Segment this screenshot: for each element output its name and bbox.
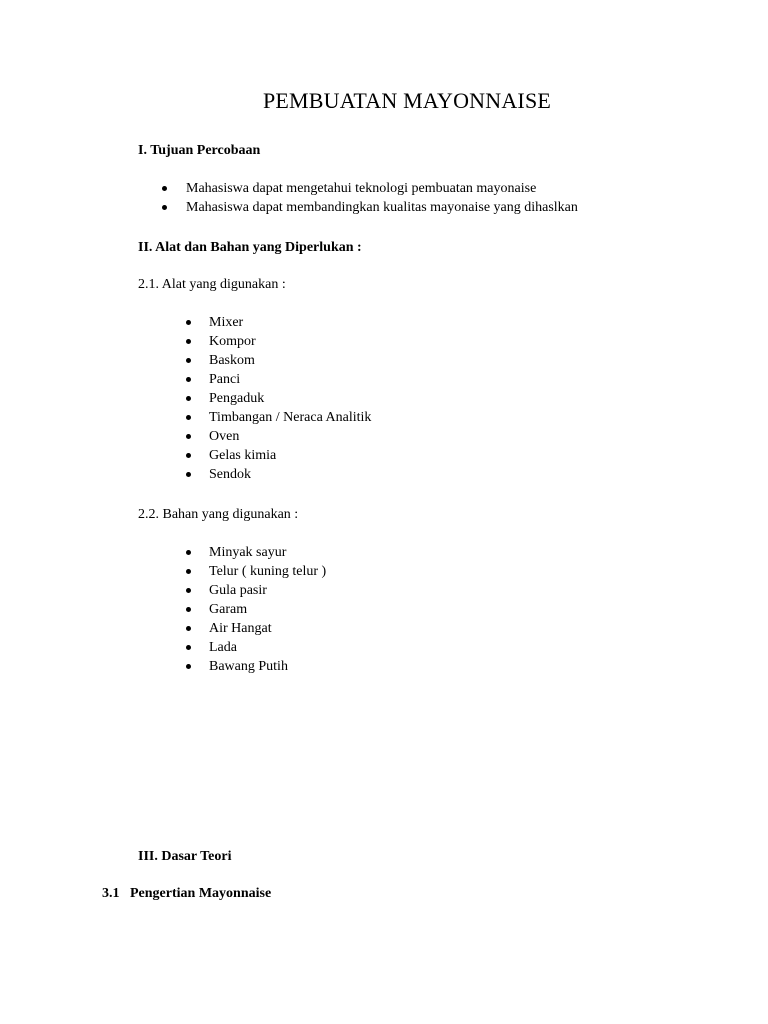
bullet-icon — [186, 569, 191, 574]
list-item-text: Sendok — [209, 467, 251, 482]
bullet-icon — [186, 415, 191, 420]
bullet-icon — [186, 664, 191, 669]
list-item-text: Garam — [209, 602, 248, 617]
document-title: PEMBUATAN MAYONNAISE — [262, 88, 552, 113]
bullet-icon — [186, 453, 191, 458]
list-item-text: Mahasiswa dapat mengetahui teknologi pembuatan mayonaise — [186, 181, 537, 196]
list-item-text: Kompor — [209, 334, 256, 349]
list-item-text: Gelas kimia — [209, 448, 277, 463]
bullet-icon — [186, 550, 191, 555]
list-item-text: Bawang Putih — [209, 659, 288, 674]
bullet-icon — [186, 472, 191, 477]
list-item-text: Oven — [209, 429, 240, 444]
list-item-text: Gula pasir — [209, 583, 267, 598]
section-heading-dasar-teori: III. Dasar Teori — [138, 849, 232, 864]
list-item-text: Panci — [209, 372, 241, 387]
bullet-icon — [186, 645, 191, 650]
list-item-text: Lada — [209, 640, 237, 655]
list-item-text: Minyak sayur — [209, 545, 287, 560]
list-item-text: Mahasiswa dapat membandingkan kualitas mayonaise yang dihaslkan — [186, 200, 578, 215]
bullet-icon — [186, 358, 191, 363]
section-heading-tujuan: I. Tujuan Percobaan — [138, 143, 261, 158]
bullet-icon — [186, 320, 191, 325]
subsection-heading-pengertian: 3.1 Pengertian Mayonnaise — [102, 886, 272, 901]
bullet-icon — [186, 626, 191, 631]
list-item-text: Pengaduk — [209, 391, 265, 406]
bullet-icon — [186, 339, 191, 344]
list-item-text: Telur ( kuning telur ) — [209, 564, 327, 579]
list-item-text: Mixer — [209, 315, 244, 330]
bullet-icon — [186, 377, 191, 382]
list-item-text: Timbangan / Neraca Analitik — [209, 410, 372, 425]
list-item-text: Air Hangat — [209, 621, 272, 636]
subsection-heading-alat: 2.1. Alat yang digunakan : — [138, 277, 286, 292]
bullet-icon — [186, 434, 191, 439]
subsection-heading-bahan: 2.2. Bahan yang digunakan : — [138, 507, 299, 522]
bullet-icon — [186, 607, 191, 612]
list-item-text: Baskom — [209, 353, 255, 368]
bullet-icon — [162, 186, 167, 191]
bullet-icon — [186, 396, 191, 401]
bullet-icon — [162, 205, 167, 210]
bullet-icon — [186, 588, 191, 593]
section-heading-alat-bahan: II. Alat dan Bahan yang Diperlukan : — [138, 240, 362, 255]
